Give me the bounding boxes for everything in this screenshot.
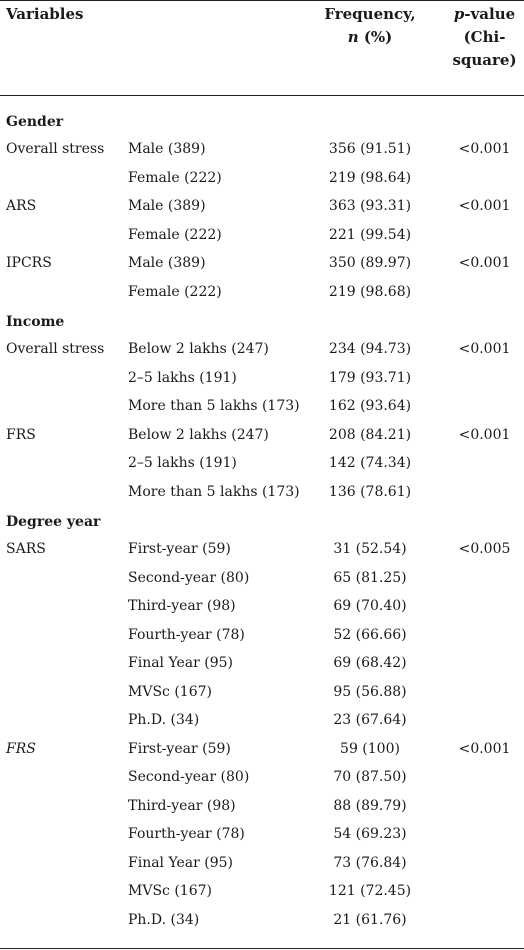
cell-subgroup: Fourth-year (78)	[128, 626, 245, 643]
cell-frequency: 69 (70.40)	[333, 598, 407, 614]
cell-frequency: 121 (72.45)	[328, 883, 412, 899]
table-row	[0, 392, 524, 420]
table-row	[0, 249, 524, 277]
table-row	[0, 763, 524, 791]
table-row	[0, 820, 524, 848]
cell-pvalue: <0.001	[458, 198, 511, 214]
cell-frequency: 142 (74.34)	[328, 455, 412, 471]
cell-variable: Overall stress	[6, 341, 105, 357]
cell-subgroup: Female (222)	[128, 283, 222, 300]
header-frequency-line1: Frequency,	[324, 5, 416, 23]
cell-frequency: 52 (66.66)	[333, 626, 407, 643]
table-row	[0, 621, 524, 649]
cell-subgroup: 2–5 lakhs (191)	[128, 455, 237, 471]
header-frequency-n: n	[347, 28, 359, 46]
table-row	[0, 478, 524, 506]
header-pvalue-line3: square)	[452, 51, 517, 69]
cell-variable: SARS	[6, 541, 46, 557]
table-row	[0, 221, 524, 249]
section-heading: Income	[6, 314, 65, 330]
cell-frequency: 21 (61.76)	[333, 911, 407, 928]
cell-frequency: 234 (94.73)	[328, 341, 412, 357]
table-row	[0, 592, 524, 620]
cell-frequency: 88 (89.79)	[333, 797, 407, 814]
cell-variable: ARS	[6, 198, 37, 214]
table-row	[0, 735, 524, 763]
cell-pvalue: <0.001	[458, 740, 511, 757]
cell-frequency: 23 (67.64)	[333, 712, 407, 728]
table-row	[0, 449, 524, 477]
header-pvalue-line2: (Chi-	[463, 28, 506, 46]
cell-subgroup: Fourth-year (78)	[128, 826, 245, 842]
cell-frequency: 70 (87.50)	[333, 769, 407, 785]
section-heading: Degree year	[6, 514, 101, 530]
cell-variable: FRS	[6, 740, 36, 757]
cell-frequency: 350 (89.97)	[328, 255, 412, 271]
table-row	[0, 421, 524, 449]
cell-variable: FRS	[6, 426, 36, 443]
cell-frequency: 73 (76.84)	[333, 854, 407, 871]
cell-subgroup: First-year (59)	[128, 541, 231, 557]
table-row	[0, 192, 524, 220]
cell-pvalue: <0.001	[458, 341, 511, 357]
cell-subgroup: Below 2 lakhs (247)	[128, 341, 269, 357]
cell-variable: IPCRS	[6, 255, 52, 271]
cell-frequency: 363 (93.31)	[328, 198, 412, 214]
cell-subgroup: Second-year (80)	[128, 569, 250, 586]
cell-subgroup: Ph.D. (34)	[128, 911, 200, 928]
cell-subgroup: Third-year (98)	[128, 797, 236, 814]
cell-frequency: 65 (81.25)	[333, 569, 407, 586]
table-row	[0, 164, 524, 192]
table-row	[0, 564, 524, 592]
cell-subgroup: Ph.D. (34)	[128, 712, 200, 728]
cell-subgroup: More than 5 lakhs (173)	[128, 483, 300, 500]
cell-subgroup: Final Year (95)	[128, 854, 234, 871]
cell-pvalue: <0.001	[458, 426, 511, 443]
cell-subgroup: MVSc (167)	[128, 883, 212, 899]
cell-subgroup: First-year (59)	[128, 740, 231, 757]
header-variables: Variables	[6, 5, 84, 23]
cell-subgroup: Below 2 lakhs (247)	[128, 426, 269, 443]
header-pvalue-line1	[445, 3, 524, 26]
cell-subgroup: 2–5 lakhs (191)	[128, 369, 237, 386]
header-frequency-suffix: (%)	[358, 28, 393, 46]
cell-frequency: 162 (93.64)	[328, 398, 412, 414]
table-row	[0, 792, 524, 820]
table-row	[0, 706, 524, 734]
header-rule	[0, 95, 524, 96]
table-row	[0, 335, 524, 363]
cell-frequency: 69 (68.42)	[333, 655, 407, 671]
top-rule	[0, 0, 524, 1]
cell-frequency: 179 (93.71)	[328, 369, 412, 386]
section-heading: Gender	[6, 114, 64, 130]
cell-subgroup: Female (222)	[128, 226, 222, 243]
table-row	[0, 678, 524, 706]
cell-subgroup: Male (389)	[128, 198, 206, 214]
bottom-rule	[0, 948, 524, 949]
cell-frequency: 221 (99.54)	[328, 226, 412, 243]
table-row	[0, 906, 524, 934]
header-frequency-line2	[300, 26, 440, 49]
cell-pvalue: <0.001	[458, 255, 511, 271]
cell-subgroup: Female (222)	[128, 169, 222, 186]
cell-pvalue: <0.005	[458, 541, 511, 557]
header-pvalue-p: p	[453, 5, 465, 23]
cell-subgroup: Male (389)	[128, 255, 206, 271]
header-pvalue-suffix: -value	[464, 5, 516, 23]
table-row	[0, 135, 524, 163]
cell-subgroup: Second-year (80)	[128, 769, 250, 785]
cell-subgroup: More than 5 lakhs (173)	[128, 398, 300, 414]
cell-frequency: 136 (78.61)	[328, 483, 412, 500]
header-frequency	[300, 3, 440, 49]
cell-pvalue: <0.001	[458, 141, 511, 157]
cell-subgroup: Male (389)	[128, 141, 206, 157]
cell-subgroup: Third-year (98)	[128, 598, 236, 614]
cell-subgroup: Final Year (95)	[128, 655, 234, 671]
table-row	[0, 649, 524, 677]
cell-frequency: 208 (84.21)	[328, 426, 412, 443]
cell-subgroup: MVSc (167)	[128, 683, 212, 700]
cell-frequency: 54 (69.23)	[333, 826, 407, 842]
header-pvalue	[445, 3, 524, 72]
table-row	[0, 877, 524, 905]
table-row	[0, 849, 524, 877]
cell-frequency: 219 (98.68)	[328, 283, 412, 300]
table-row	[0, 535, 524, 563]
cell-frequency: 356 (91.51)	[328, 141, 412, 157]
cell-variable: Overall stress	[6, 141, 105, 157]
cell-frequency: 31 (52.54)	[333, 541, 407, 557]
table-row	[0, 278, 524, 306]
cell-frequency: 95 (56.88)	[333, 683, 407, 700]
cell-frequency: 219 (98.64)	[328, 169, 412, 186]
table-row	[0, 364, 524, 392]
cell-frequency: 59 (100)	[340, 740, 400, 757]
